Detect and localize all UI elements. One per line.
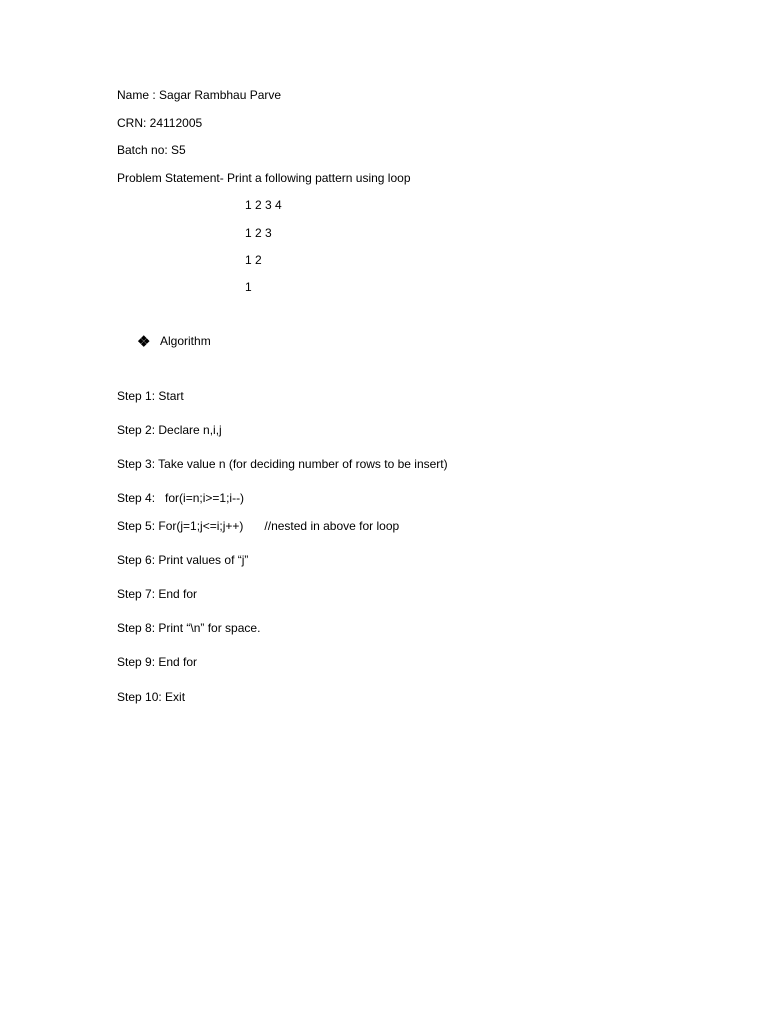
step-3: Step 3: Take value n (for deciding number of rows to be insert)	[117, 457, 448, 471]
step-5-comment: //nested in above for loop	[264, 519, 400, 533]
pattern-row-1: 1 2 3 4	[245, 198, 282, 212]
pattern-row-3: 1 2	[245, 253, 262, 267]
step-10: Step 10: Exit	[117, 690, 186, 704]
step-5: Step 5: For(j=1;j<=i;j++)	[117, 519, 244, 533]
problem-statement: Problem Statement- Print a following pattern using loop	[117, 171, 411, 185]
pattern-row-2: 1 2 3	[245, 226, 272, 240]
step-9: Step 9: End for	[117, 655, 198, 669]
step-4: Step 4: for(i=n;i>=1;i--)	[117, 491, 245, 505]
student-name: Name : Sagar Rambhau Parve	[117, 88, 282, 102]
step-1: Step 1: Start	[117, 389, 184, 403]
step-8: Step 8: Print “\n” for space.	[117, 621, 261, 635]
four-diamond-bullet-icon	[139, 336, 149, 346]
step-7: Step 7: End for	[117, 587, 198, 601]
algorithm-heading: Algorithm	[160, 334, 211, 348]
batch-number: Batch no: S5	[117, 143, 186, 157]
step-5-row	[117, 519, 399, 533]
pattern-row-4: 1	[245, 280, 252, 294]
algorithm-heading-row	[139, 334, 211, 348]
step-6: Step 6: Print values of “j”	[117, 553, 249, 567]
step-2: Step 2: Declare n,i,j	[117, 423, 222, 437]
crn-number: CRN: 24112005	[117, 116, 203, 130]
